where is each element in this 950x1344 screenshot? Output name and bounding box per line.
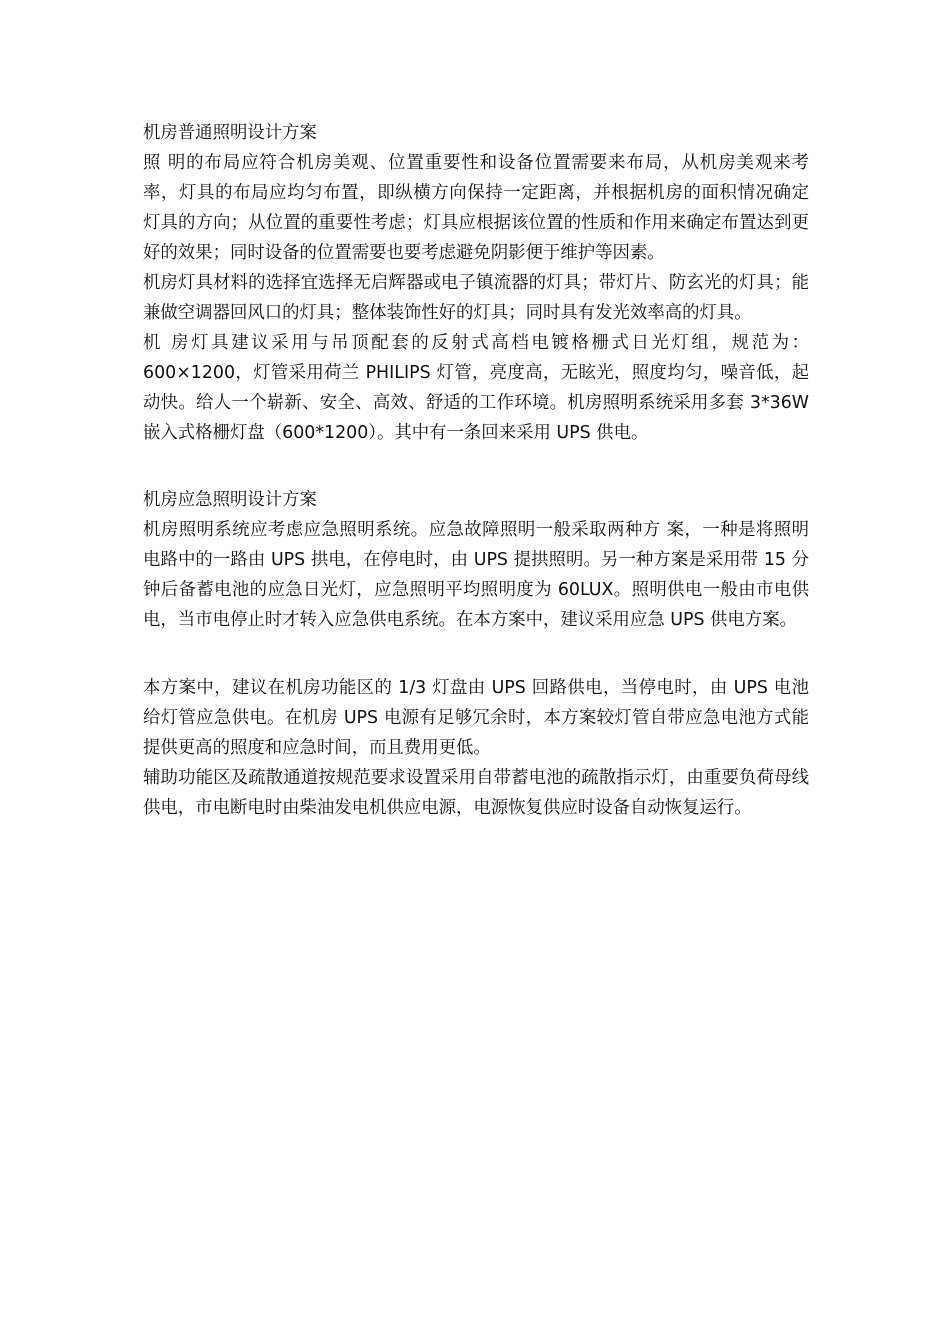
section-spacer <box>143 635 809 673</box>
document-page <box>143 118 809 823</box>
section-spacer <box>143 448 809 485</box>
section-title-emergency-lighting: 机房应急照明设计方案 <box>143 490 317 510</box>
section-title-normal-lighting: 机房普通照明设计方案 <box>143 123 317 143</box>
paragraph-fixture-materials: 机房灯具材料的选择宜选择无启辉器或电子镇流器的灯具；带灯片、防玄光的灯具；能兼做空调器回风口的灯具；整体装饰性好的灯具；同时具有发光效率高的灯具。 <box>143 273 809 323</box>
paragraph-evacuation-signs: 辅助功能区及疏散通道按规范要求设置采用自带蓄电池的疏散指示灯，由重要负荷母线供电，市电断电时由柴油发电机供应电源，电源恢复供应时设备自动恢复运行。 <box>143 768 809 818</box>
paragraph-lighting-layout: 照 明的布局应符合机房美观、位置重要性和设备位置需要来布局，从机房美观来考率，灯具的布局应均匀布置，即纵横方向保持一定距离，并根据机房的面积情况确定 灯具的方向；从位置的重要性考虑；灯具应根据该位置的性质和作用来确定布置达到更好的效果；同时设备的位置需要也要考虑避免阴影便于维护等因素。 <box>143 153 809 263</box>
paragraph-emergency-system: 机房照明系统应考虑应急照明系统。应急故障照明一般采取两种方 案，一种是将照明电路中的一路由 UPS 拱电，在停电时，由 UPS 提拱照明。另一种方案是采用带 15 分钟后备蓄电池的应急日光灯，应急照明平均照明度为 60LUX。照明供电一般由市电供电，当市电停止时才转入应急供电系统。在本方案中，建议采用应急 UPS 供电方案。 <box>143 520 809 630</box>
paragraph-ups-circuit: 本方案中，建议在机房功能区的 1/3 灯盘由 UPS 回路供电，当停电时，由 UPS 电池给灯管应急供电。在机房 UPS 电源有足够冗余时，本方案较灯管自带应急电池方式能提供更高的照度和应急时间，而且费用更低。 <box>143 678 809 758</box>
paragraph-fixture-recommendation: 机 房灯具建议采用与吊顶配套的反射式高档电镀格栅式日光灯组，规范为：600×1200，灯管采用荷兰 PHILIPS 灯管，亮度高，无眩光，照度均匀，噪音低，起动快。给人一个崭新、安全、高效、舒适的工作环境。机房照明系统采用多套 3*36W 嵌入式格栅灯盘（600*1200）。其中有一条回来采用 UPS 供电。 <box>143 333 809 443</box>
